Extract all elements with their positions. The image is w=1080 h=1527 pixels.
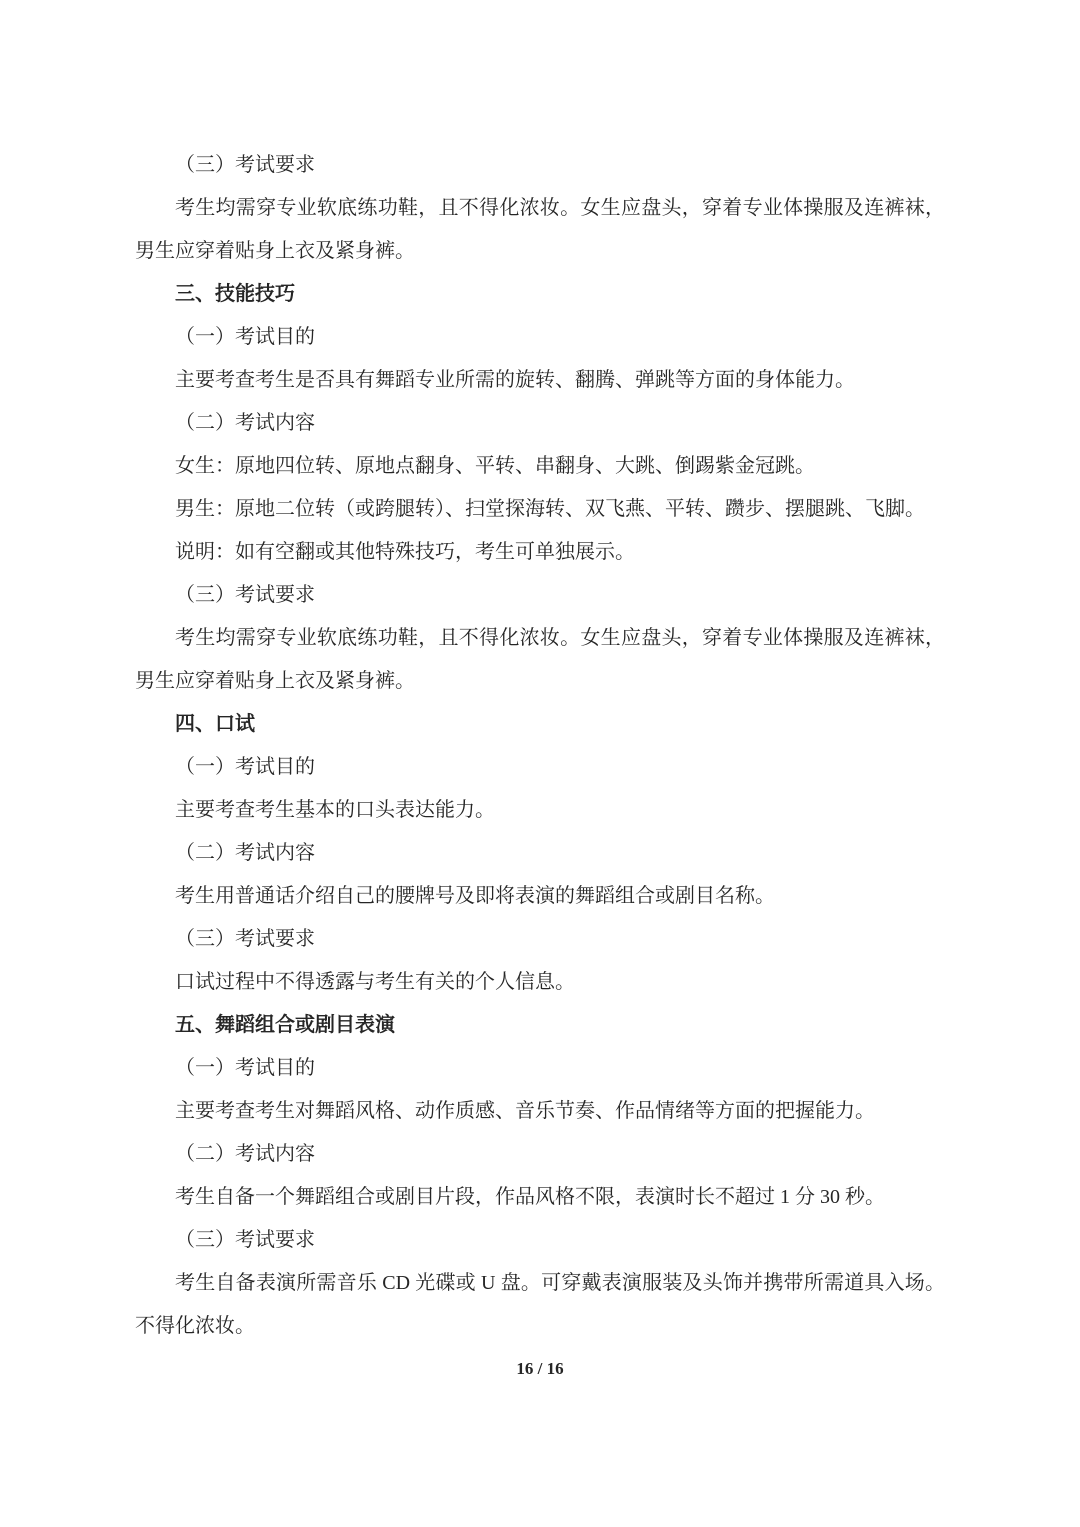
body-paragraph: 考生用普通话介绍自己的腰牌号及即将表演的舞蹈组合或剧目名称。 [175, 885, 775, 907]
body-paragraph: 考生均需穿专业软底练功鞋，且不得化浓妆。女生应盘头，穿着专业体操服及连裤袜，男生应穿着贴身上衣及紧身裤。 [135, 627, 945, 692]
subsection-heading: （一）考试目的 [175, 326, 315, 348]
body-paragraph: 考生自备表演所需音乐 CD 光碟或 U 盘。可穿戴表演服装及头饰并携带所需道具入场。不得化浓妆。 [135, 1272, 945, 1337]
body-paragraph: 考生自备一个舞蹈组合或剧目片段，作品风格不限，表演时长不超过 1 分 30 秒。 [175, 1186, 885, 1208]
subsection-heading: （一）考试目的 [175, 756, 315, 778]
section-heading: 五、舞蹈组合或剧目表演 [175, 1014, 395, 1036]
subsection-heading: （一）考试目的 [175, 1057, 315, 1079]
subsection-heading: （二）考试内容 [175, 412, 315, 434]
body-paragraph: 男生：原地二位转（或跨腿转）、扫堂探海转、双飞燕、平转、躜步、摆腿跳、飞脚。 [175, 498, 925, 520]
subsection-heading: （二）考试内容 [175, 842, 315, 864]
body-paragraph: 口试过程中不得透露与考生有关的个人信息。 [175, 971, 575, 993]
section-heading: 四、口试 [175, 713, 255, 735]
page-number [0, 1356, 1080, 1382]
body-paragraph: 主要考查考生是否具有舞蹈专业所需的旋转、翻腾、弹跳等方面的身体能力。 [175, 369, 855, 391]
subsection-heading: （三）考试要求 [175, 154, 315, 176]
page-number-text: 16 / 16 [516, 1359, 564, 1378]
body-paragraph: 考生均需穿专业软底练功鞋，且不得化浓妆。女生应盘头，穿着专业体操服及连裤袜，男生应穿着贴身上衣及紧身裤。 [135, 197, 945, 262]
body-paragraph: 女生：原地四位转、原地点翻身、平转、串翻身、大跳、倒踢紫金冠跳。 [175, 455, 815, 477]
body-paragraph: 主要考查考生对舞蹈风格、动作质感、音乐节奏、作品情绪等方面的把握能力。 [175, 1100, 875, 1122]
body-paragraph: 说明：如有空翻或其他特殊技巧，考生可单独展示。 [175, 541, 635, 563]
subsection-heading: （二）考试内容 [175, 1143, 315, 1165]
section-heading: 三、技能技巧 [175, 283, 295, 305]
body-paragraph: 主要考查考生基本的口头表达能力。 [175, 799, 495, 821]
subsection-heading: （三）考试要求 [175, 1229, 315, 1251]
subsection-heading: （三）考试要求 [175, 928, 315, 950]
subsection-heading: （三）考试要求 [175, 584, 315, 606]
